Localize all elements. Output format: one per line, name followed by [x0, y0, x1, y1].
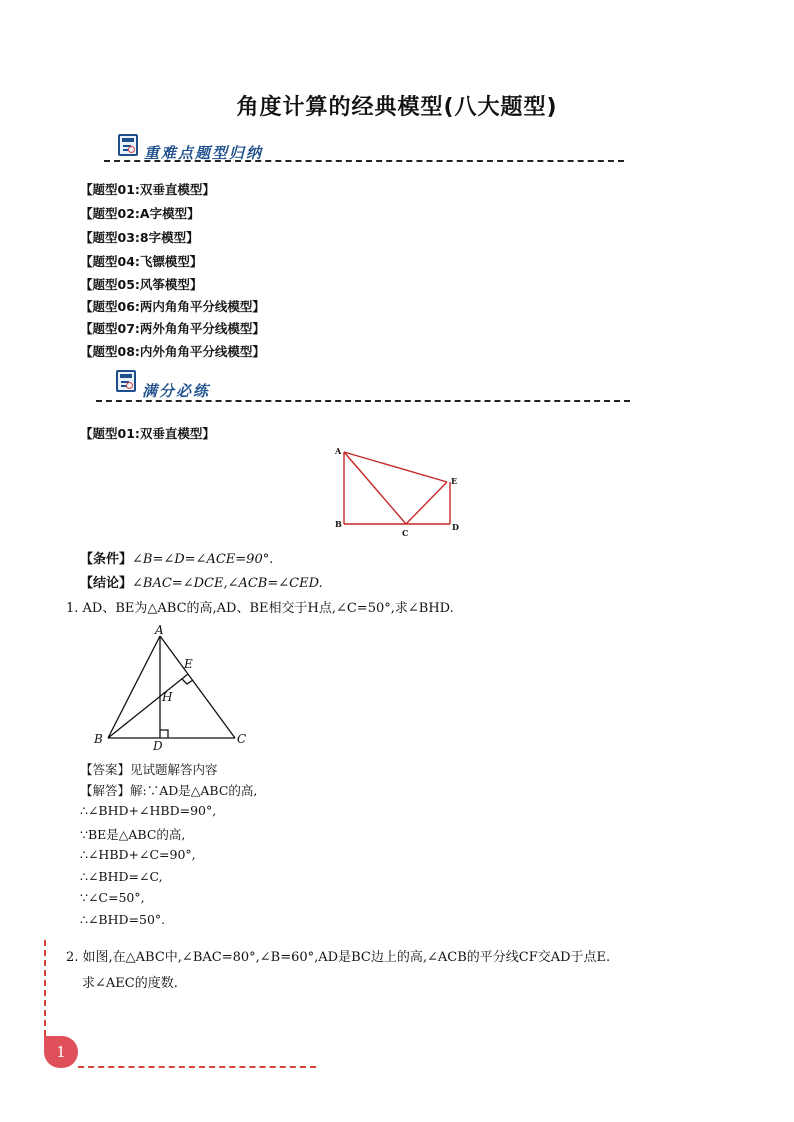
altitude-be — [108, 674, 188, 738]
type-item-01: 【题型01:双垂直模型】 — [80, 182, 215, 197]
type-item-04: 【题型04:飞镖模型】 — [80, 254, 203, 269]
section-summary-label: 重难点题型归纳 — [144, 144, 264, 162]
right-angle-e — [182, 679, 193, 684]
question-2-line-2: 求∠AEC的度数. — [82, 976, 178, 991]
segment-ac — [344, 452, 406, 524]
page-number-badge: 1 — [44, 1036, 78, 1068]
label-e: E — [451, 476, 458, 486]
label-b: B — [335, 519, 342, 529]
label-d: D — [452, 522, 459, 532]
type-item-05: 【题型05:风筝模型】 — [80, 277, 203, 292]
label-a: A — [155, 623, 164, 637]
page-title: 角度计算的经典模型(八大题型) — [236, 95, 558, 120]
figure-triangle-altitudes — [90, 622, 260, 752]
label-b: B — [94, 732, 103, 746]
type-item-02: 【题型02:A字模型】 — [80, 206, 200, 221]
type-item-06: 【题型06:两内角角平分线模型】 — [80, 299, 265, 314]
question-2-line-1: 2. 如图,在△ABC中,∠BAC=80°,∠B=60°,AD是BC边上的高,∠ACB的平分线CF交AD于点E. — [66, 950, 611, 965]
label-c: C — [237, 732, 247, 746]
condition-tag: 【条件】 — [80, 552, 133, 567]
type-item-07: 【题型07:两外角角平分线模型】 — [80, 321, 265, 336]
answer-line-7: ∵∠C=50°, — [80, 890, 145, 905]
segment-ce — [406, 482, 447, 524]
type-item-08: 【题型08:内外角角平分线模型】 — [80, 344, 265, 359]
section-practice-divider — [96, 400, 630, 402]
answer-line-8: ∴∠BHD=50°. — [80, 912, 166, 927]
label-a: A — [335, 446, 342, 456]
answer-line-5: ∴∠HBD+∠C=90°, — [80, 847, 196, 862]
label-d: D — [153, 739, 163, 752]
condition-text: ∠B=∠D=∠ACE=90°. — [132, 552, 274, 567]
section-practice-label: 满分必练 — [142, 382, 211, 400]
section-summary-divider — [104, 160, 624, 162]
practice-heading: 【题型01:双垂直模型】 — [80, 426, 215, 441]
conclusion-text: ∠BAC=∠DCE,∠ACB=∠CED. — [132, 576, 323, 591]
document-icon — [118, 134, 138, 156]
margin-divider — [44, 940, 46, 1036]
type-item-03: 【题型03:8字模型】 — [80, 230, 199, 245]
answer-line-3: ∴∠BHD+∠HBD=90°, — [80, 803, 217, 818]
label-c: C — [402, 528, 409, 538]
figure-double-perpendicular — [330, 440, 470, 540]
condition-line — [80, 548, 273, 567]
question-1: 1. AD、BE为△ABC的高,AD、BE相交于H点,∠C=50°,求∠BHD. — [66, 601, 454, 616]
conclusion-line — [80, 572, 323, 591]
document-icon — [116, 370, 136, 392]
footer-divider — [78, 1066, 316, 1068]
label-h: H — [162, 690, 173, 704]
answer-line-4: ∵BE是△ABC的高, — [80, 827, 186, 842]
answer-line-2: 【解答】解:∵AD是△ABC的高, — [80, 783, 258, 798]
label-e: E — [184, 657, 193, 671]
answer-line-6: ∴∠BHD=∠C, — [80, 869, 163, 884]
answer-line-1: 【答案】见试题解答内容 — [80, 762, 218, 777]
segment-ae — [344, 452, 447, 482]
right-angle-d — [160, 730, 168, 738]
side-ab — [108, 636, 160, 738]
conclusion-tag: 【结论】 — [80, 576, 133, 591]
